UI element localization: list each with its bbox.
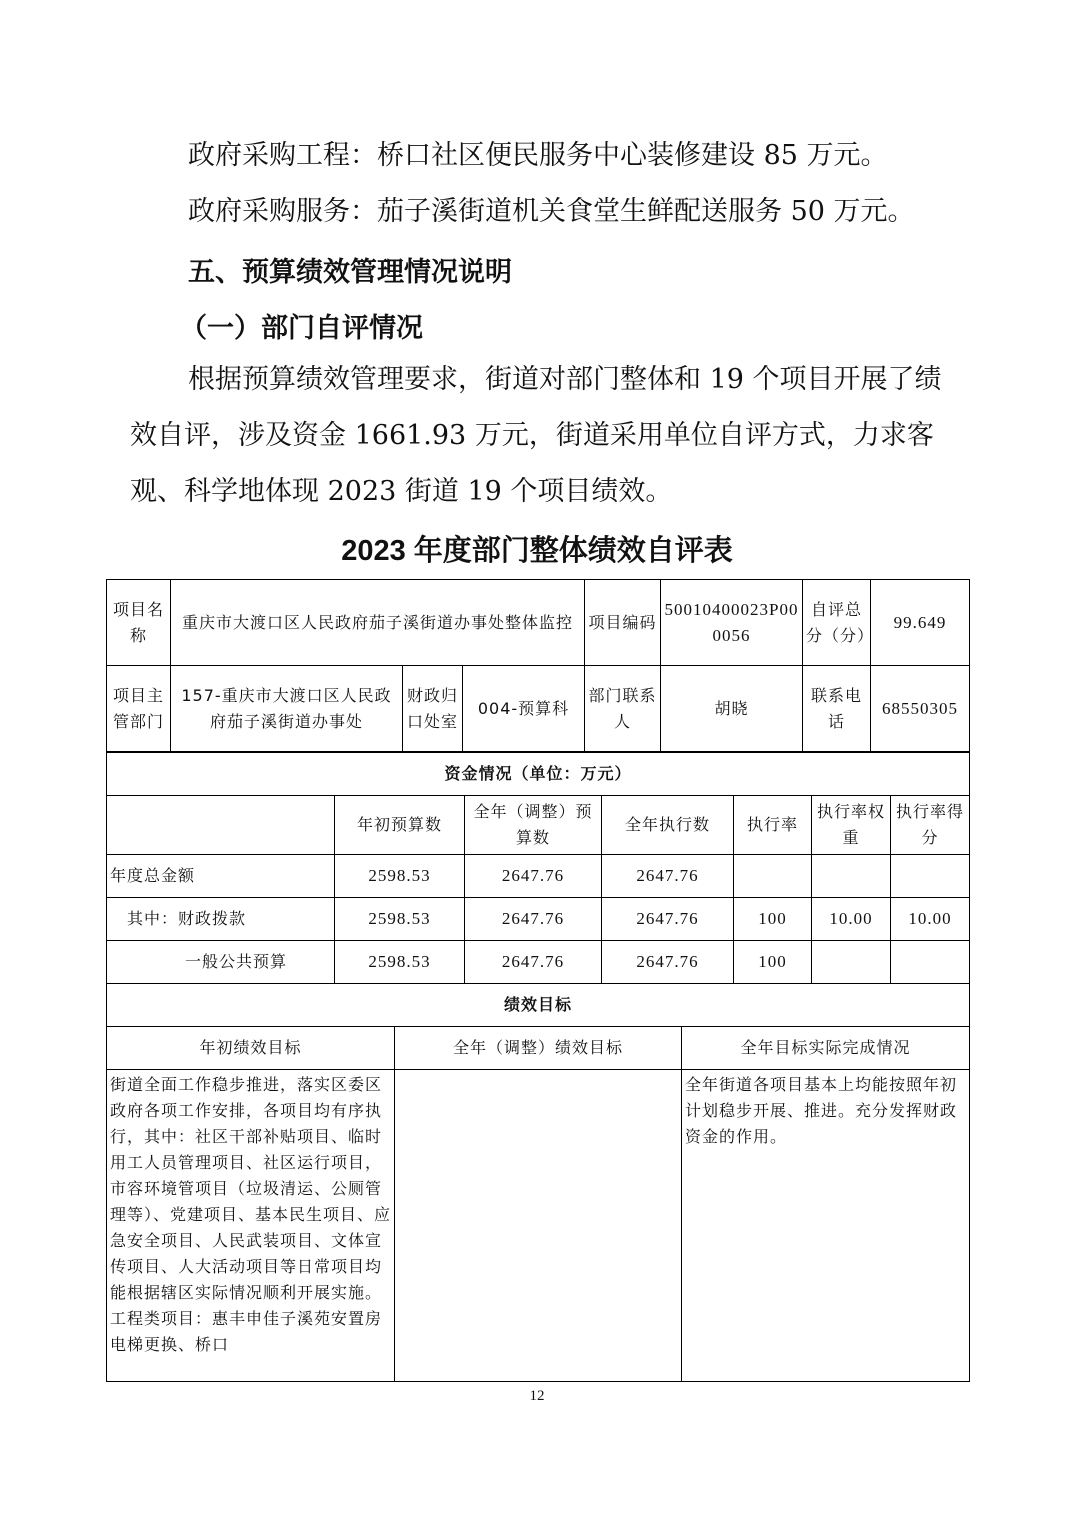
score-cell	[891, 941, 970, 984]
project-name-value: 重庆市大渡口区人民政府茄子溪街道办事处整体监控	[171, 580, 585, 666]
goals-section-title: 绩效目标	[107, 984, 970, 1027]
funds-header-blank	[107, 796, 335, 855]
funds-header-initial: 年初预算数	[335, 796, 465, 855]
funds-header-adjusted: 全年（调整）预算数	[465, 796, 602, 855]
paragraph-self-evaluation: 根据预算绩效管理要求，街道对部门整体和 19 个项目开展了绩效自评，涉及资金 1661.93 万元，街道采用单位自评方式，力求客观、科学地体现 2023 街道 19 个项目绩效。	[130, 364, 942, 507]
finance-label: 财政归口处室	[403, 666, 463, 752]
rate-cell: 100	[734, 941, 812, 984]
executed-cell: 2647.76	[602, 855, 734, 898]
goals-table	[106, 983, 970, 1382]
phone-value: 68550305	[871, 666, 970, 752]
page-number: 12	[529, 1388, 545, 1404]
phone-label: 联系电话	[803, 666, 871, 752]
initial-budget-cell: 2598.53	[335, 855, 465, 898]
adjusted-budget-cell: 2647.76	[465, 898, 602, 941]
goals-header-adjusted: 全年（调整）绩效目标	[395, 1027, 682, 1070]
funds-section-title: 资金情况（单位：万元）	[107, 753, 970, 796]
score-cell: 10.00	[891, 898, 970, 941]
paragraph-procurement-works: 政府采购工程：桥口社区便民服务中心装修建设 85 万元。	[188, 140, 888, 171]
contact-label: 部门联系人	[585, 666, 661, 752]
funds-header-score: 执行率得分	[891, 796, 970, 855]
section-heading: 五、预算绩效管理情况说明	[188, 257, 512, 288]
initial-budget-cell: 2598.53	[335, 941, 465, 984]
score-cell	[891, 855, 970, 898]
dept-label: 项目主管部门	[107, 666, 171, 752]
adjusted-budget-cell: 2647.76	[465, 855, 602, 898]
funds-header-weight: 执行率权重	[812, 796, 891, 855]
finance-value: 004-预算科	[463, 666, 585, 752]
funds-header-row	[107, 796, 970, 855]
goals-header-actual: 全年目标实际完成情况	[682, 1027, 970, 1070]
funds-table	[106, 752, 970, 984]
project-code-label: 项目编码	[585, 580, 661, 666]
weight-cell: 10.00	[812, 898, 891, 941]
funds-header-executed: 全年执行数	[602, 796, 734, 855]
project-name-label: 项目名称	[107, 580, 171, 666]
initial-goal-text: 街道全面工作稳步推进，落实区委区政府各项工作安排，各项目均有序执行，其中：社区干部补贴项目、临时用工人员管理项目、社区运行项目，市容环境管项目（垃圾清运、公厕管理等）、党建项目、基本民生项目、应急安全项目、人民武装项目、文体宣传项目、人大活动项目等日常项目均能根据辖区实际情况顺利开展实施。工程类项目：惠丰申佳子溪苑安置房电梯更换、桥口	[107, 1070, 395, 1382]
project-info-table	[106, 579, 970, 752]
dept-value: 157-重庆市大渡口区人民政府茄子溪街道办事处	[171, 666, 403, 752]
weight-cell	[812, 855, 891, 898]
actual-completion-text: 全年街道各项目基本上均能按照年初计划稳步开展、推进。充分发挥财政资金的作用。	[682, 1070, 970, 1382]
adjusted-goal-text	[395, 1070, 682, 1382]
project-code-value: 50010400023P000056	[661, 580, 803, 666]
row-label: 其中：财政拨款	[107, 898, 335, 941]
adjusted-budget-cell: 2647.76	[465, 941, 602, 984]
executed-cell: 2647.76	[602, 941, 734, 984]
executed-cell: 2647.76	[602, 898, 734, 941]
score-label: 自评总分（分）	[803, 580, 871, 666]
table-row	[107, 941, 970, 984]
subsection-heading: （一）部门自评情况	[180, 313, 423, 344]
row-label: 一般公共预算	[107, 941, 335, 984]
table-row	[107, 898, 970, 941]
initial-budget-cell: 2598.53	[335, 898, 465, 941]
paragraph-procurement-services: 政府采购服务：茄子溪街道机关食堂生鲜配送服务 50 万元。	[188, 196, 915, 227]
weight-cell	[812, 941, 891, 984]
goals-header-initial: 年初绩效目标	[107, 1027, 395, 1070]
row-label: 年度总金额	[107, 855, 335, 898]
score-value: 99.649	[871, 580, 970, 666]
table-row	[107, 855, 970, 898]
rate-cell	[734, 855, 812, 898]
funds-header-rate: 执行率	[734, 796, 812, 855]
table-title: 2023 年度部门整体绩效自评表	[341, 535, 733, 567]
rate-cell: 100	[734, 898, 812, 941]
contact-value: 胡晓	[661, 666, 803, 752]
